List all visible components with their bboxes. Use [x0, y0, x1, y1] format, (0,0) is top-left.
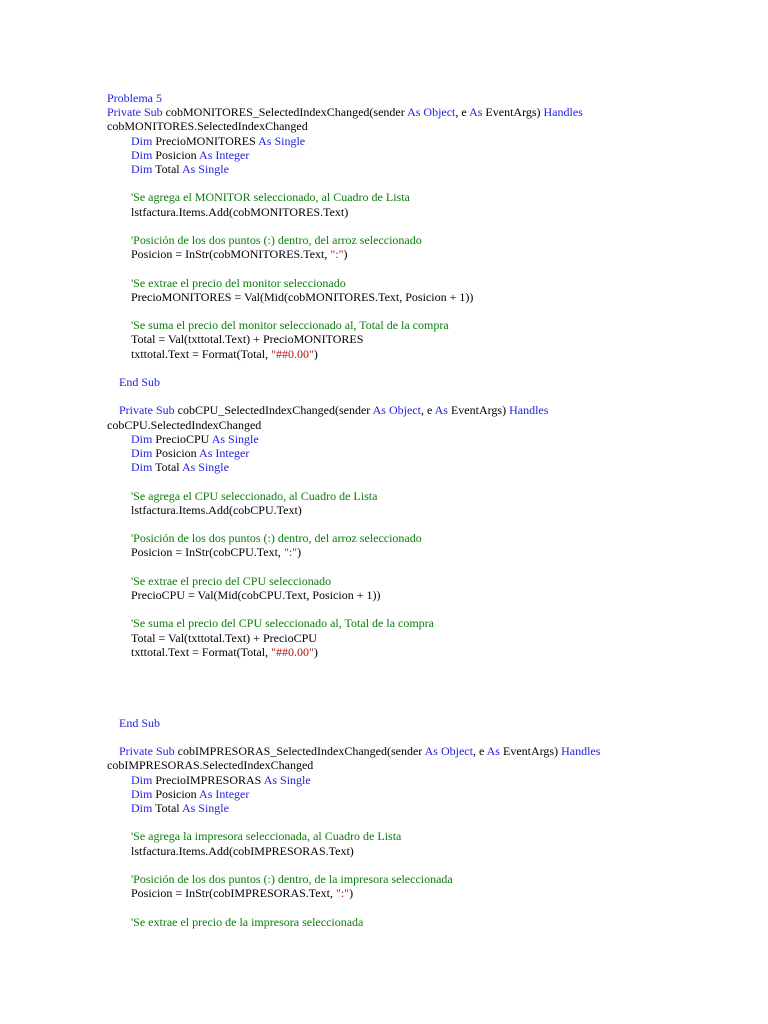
code-keyword-segment: As Integer	[199, 446, 250, 460]
code-plain-segment: PrecioIMPRESORAS	[152, 772, 264, 787]
code-keyword-segment: As Single	[181, 801, 229, 815]
code-line	[107, 418, 261, 432]
code-line	[131, 446, 249, 460]
code-keyword-segment: Dim	[131, 133, 153, 148]
code-plain-segment: Total	[152, 460, 182, 475]
code-plain-segment: Total	[152, 801, 182, 815]
code-keyword-segment: As Object	[407, 105, 456, 120]
code-plain-segment: cobIMPRESORAS.SelectedIndexChanged	[107, 758, 314, 773]
code-plain-segment: Total = Val(txttotal.Text) + PrecioCPU	[131, 630, 317, 645]
code-plain-segment: EventArgs)	[447, 403, 510, 418]
code-line	[131, 801, 229, 815]
code-line	[119, 716, 160, 730]
code-line	[131, 205, 348, 219]
code-line	[131, 844, 354, 858]
code-comment-segment: 'Se extrae el precio del monitor seleccionado	[131, 275, 346, 290]
code-line	[131, 134, 305, 148]
code-keyword-segment: As Single	[181, 460, 229, 475]
code-line	[131, 318, 449, 332]
code-keyword-segment: Dim	[131, 772, 153, 787]
code-comment-segment: 'Posición de los dos puntos (:) dentro, del arroz seleccionado	[131, 233, 422, 247]
code-keyword-segment: As Single	[211, 431, 259, 446]
code-plain-segment: Posicion = InStr(cobMONITORES.Text,	[131, 247, 331, 262]
code-line	[131, 190, 410, 204]
code-plain-segment: )	[349, 886, 354, 901]
code-string-segment: ":"	[283, 545, 298, 560]
code-plain-segment: cobMONITORES_SelectedIndexChanged(sender	[162, 105, 408, 120]
code-string-segment: ":"	[330, 247, 344, 262]
code-comment-segment: 'Posición de los dos puntos (:) dentro, del arroz seleccionado	[131, 531, 422, 546]
code-comment-segment: 'Se agrega el CPU seleccionado, al Cuadro de Lista	[131, 488, 378, 503]
code-keyword-segment: Dim	[131, 431, 153, 446]
code-line	[131, 347, 318, 361]
code-plain-segment: Posicion = InStr(cobIMPRESORAS.Text,	[131, 886, 336, 901]
code-line	[131, 290, 473, 304]
code-keyword-segment: As Single	[263, 772, 311, 787]
code-keyword-segment: Dim	[131, 162, 153, 176]
code-line	[131, 489, 377, 503]
code-line	[131, 588, 380, 602]
code-keyword-segment: As	[469, 105, 483, 120]
code-line	[131, 829, 401, 843]
code-plain-segment: Posicion	[152, 446, 200, 460]
code-line	[131, 787, 249, 801]
code-plain-segment: , e	[455, 105, 470, 120]
code-plain-segment: Total	[152, 162, 182, 176]
code-line	[131, 247, 348, 261]
code-keyword-segment: As Integer	[199, 147, 250, 162]
code-plain-segment: PrecioMONITORES	[152, 133, 259, 148]
code-string-segment: "##0.00"	[271, 346, 314, 361]
code-plain-segment: cobCPU_SelectedIndexChanged(sender	[174, 403, 373, 418]
code-keyword-segment: As Integer	[199, 786, 250, 801]
code-plain-segment: )	[297, 545, 302, 560]
code-keyword-segment: Private Sub	[119, 403, 175, 418]
code-line	[131, 503, 302, 517]
code-line	[131, 332, 363, 346]
code-keyword-segment: Handles	[561, 744, 601, 759]
code-plain-segment: txttotal.Text = Format(Total,	[131, 346, 272, 361]
code-plain-segment: PrecioCPU	[152, 431, 212, 446]
code-keyword-segment: Dim	[131, 786, 153, 801]
code-line	[119, 375, 160, 389]
code-plain-segment: , e	[472, 744, 487, 759]
code-line	[131, 773, 311, 787]
code-line	[119, 403, 548, 417]
code-plain-segment: lstfactura.Items.Add(cobIMPRESORAS.Text)	[131, 843, 354, 858]
code-line	[131, 531, 422, 545]
code-keyword-segment: As	[434, 403, 448, 418]
code-line	[131, 645, 318, 659]
code-keyword-segment: As Object	[372, 403, 421, 418]
code-plain-segment: PrecioCPU = Val(Mid(cobCPU.Text, Posicion + 1))	[131, 588, 381, 602]
code-line	[131, 886, 353, 900]
code-keyword-segment: As Single	[181, 162, 229, 176]
code-keyword-segment: End Sub	[119, 375, 161, 389]
code-keyword-segment: As Single	[258, 133, 306, 148]
code-line	[107, 91, 162, 105]
code-line	[131, 276, 346, 290]
code-comment-segment: 'Se agrega la impresora seleccionada, al Cuadro de Lista	[131, 829, 402, 844]
code-plain-segment: Total = Val(txttotal.Text) + PrecioMONITORES	[131, 332, 364, 347]
code-comment-segment: 'Se suma el precio del monitor seleccionado al, Total de la compra	[131, 318, 449, 333]
code-line	[131, 574, 331, 588]
code-plain-segment: )	[343, 247, 348, 262]
code-plain-segment: )	[313, 346, 318, 361]
code-plain-segment: EventArgs)	[482, 105, 544, 120]
code-comment-segment: 'Posición de los dos puntos (:) dentro, de la impresora seleccionada	[131, 872, 453, 886]
code-comment-segment: 'Se extrae el precio del CPU seleccionado	[131, 573, 332, 588]
code-plain-segment: Posicion	[152, 786, 200, 801]
code-plain-segment: cobCPU.SelectedIndexChanged	[107, 417, 262, 432]
code-keyword-segment: Problema 5	[107, 91, 162, 105]
code-line	[131, 616, 434, 630]
code-plain-segment: lstfactura.Items.Add(cobMONITORES.Text)	[131, 204, 349, 219]
code-keyword-segment: Handles	[509, 403, 549, 418]
code-keyword-segment: Dim	[131, 147, 153, 162]
code-plain-segment: cobIMPRESORAS_SelectedIndexChanged(sender	[174, 744, 425, 759]
code-plain-segment: )	[313, 644, 318, 659]
code-plain-segment: EventArgs)	[499, 744, 562, 759]
code-line	[131, 631, 317, 645]
code-string-segment: "##0.00"	[271, 644, 314, 659]
code-line	[131, 915, 363, 929]
code-line	[107, 758, 313, 772]
code-line	[131, 432, 259, 446]
code-comment-segment: 'Se suma el precio del CPU seleccionado al, Total de la compra	[131, 616, 435, 631]
code-keyword-segment: End Sub	[119, 715, 161, 730]
code-comment-segment: 'Se extrae el precio de la impresora seleccionada	[131, 914, 364, 929]
code-plain-segment: PrecioMONITORES = Val(Mid(cobMONITORES.Text, Posicion + 1))	[131, 289, 474, 304]
code-plain-segment: lstfactura.Items.Add(cobCPU.Text)	[131, 502, 302, 517]
code-plain-segment: Posicion = InStr(cobCPU.Text,	[131, 545, 284, 560]
code-keyword-segment: Dim	[131, 801, 153, 815]
code-line	[131, 545, 301, 559]
code-keyword-segment: Private Sub	[119, 744, 175, 759]
code-keyword-segment: Dim	[131, 460, 153, 475]
code-keyword-segment: As	[486, 744, 500, 759]
code-plain-segment: Posicion	[152, 147, 200, 162]
code-string-segment: ":"	[335, 886, 350, 901]
code-line	[131, 460, 229, 474]
code-keyword-segment: Dim	[131, 446, 153, 460]
code-plain-segment: cobMONITORES.SelectedIndexChanged	[107, 119, 308, 134]
code-line	[131, 233, 422, 247]
code-line	[107, 105, 583, 119]
code-line	[107, 119, 308, 133]
code-comment-segment: 'Se agrega el MONITOR seleccionado, al Cuadro de Lista	[131, 190, 410, 205]
code-keyword-segment: Private Sub	[107, 105, 163, 120]
code-keyword-segment: As Object	[424, 744, 473, 759]
code-line	[119, 744, 600, 758]
code-line	[131, 162, 229, 176]
code-plain-segment: , e	[420, 403, 435, 418]
code-plain-segment: txttotal.Text = Format(Total,	[131, 644, 272, 659]
code-keyword-segment: Handles	[543, 105, 583, 120]
code-line	[131, 148, 249, 162]
code-line	[131, 872, 453, 886]
